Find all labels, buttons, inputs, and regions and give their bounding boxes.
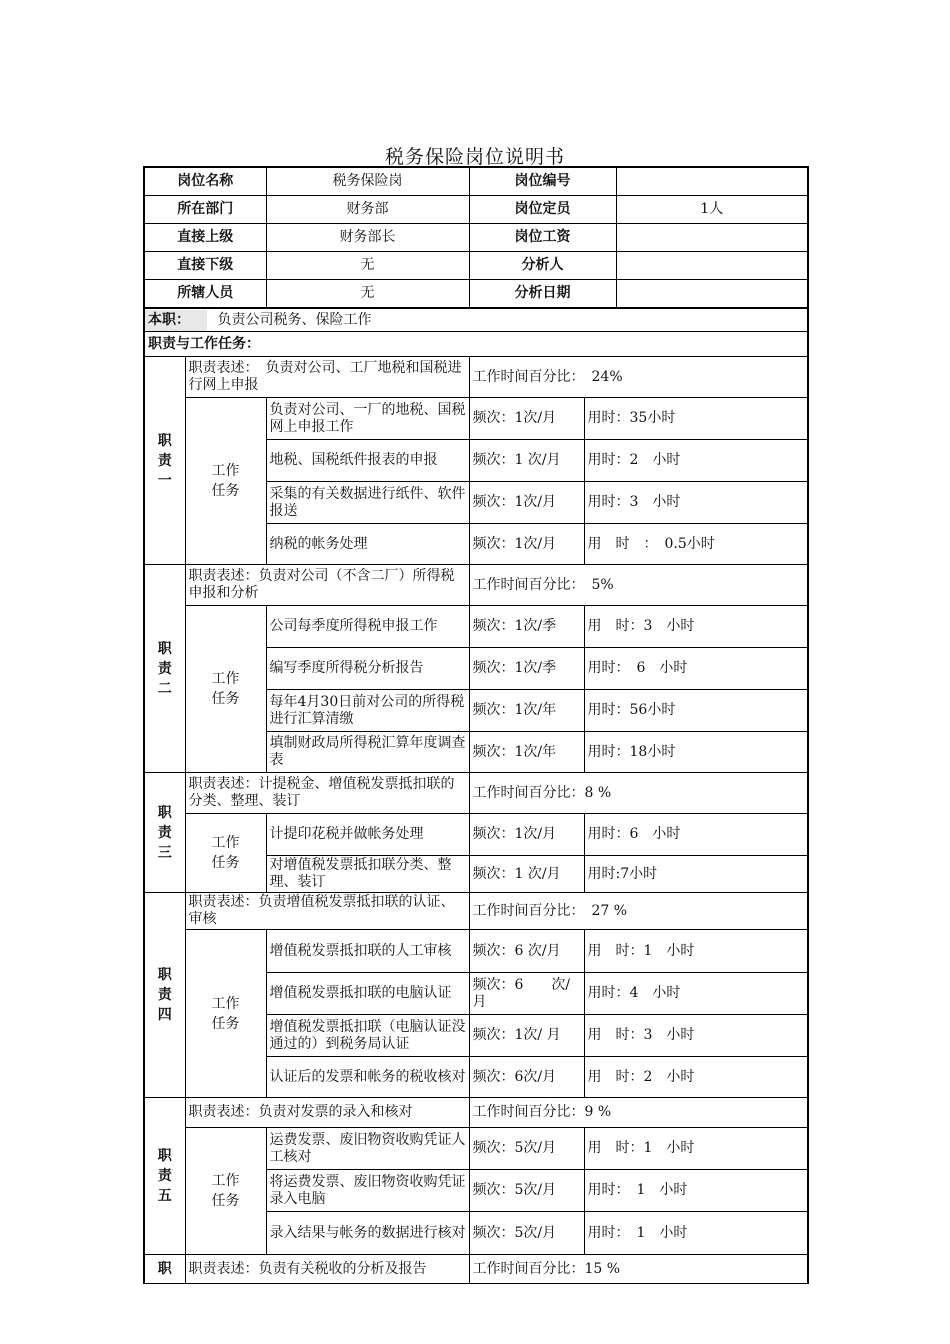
duty-time-percent: 工作时间百分比：8 %: [469, 773, 808, 814]
task-frequency: 频次：1次/月: [469, 398, 584, 440]
task-frequency: 频次：1次/月: [469, 524, 584, 565]
value-department: 财务部: [266, 196, 469, 224]
task-duration: 用时：4 小时: [584, 973, 808, 1015]
duty-desc-row: [144, 565, 808, 606]
duty-time-percent: 工作时间百分比： 27 %: [469, 893, 808, 930]
label-position-number: 岗位编号: [469, 167, 616, 196]
label-subordinate: 直接下级: [144, 252, 266, 280]
value-salary: [616, 224, 808, 252]
task-duration: 用时:7小时: [584, 856, 808, 893]
duty-name: 职 责 四: [144, 893, 185, 1098]
duty-name: 职: [144, 1255, 185, 1284]
work-task-label: 工作 任务: [185, 930, 266, 1098]
task-duration: 用 时：3 小时: [584, 1015, 808, 1057]
duty-description: 职责表述：负责有关税收的分析及报告: [185, 1255, 469, 1284]
task-text: 对增值税发票抵扣联分类、整理、装订: [266, 856, 469, 893]
task-frequency: 频次：1 次/月: [469, 440, 584, 482]
task-duration: 用时：35小时: [584, 398, 808, 440]
task-text: 运费发票、废旧物资收购凭证人工核对: [266, 1128, 469, 1170]
task-duration: 用时： 6 小时: [584, 648, 808, 690]
value-headcount: 1人: [616, 196, 808, 224]
benzhi-row: [144, 308, 808, 332]
duty-time-percent: 工作时间百分比： 24%: [469, 357, 808, 398]
duty-name: 职 责 五: [144, 1098, 185, 1255]
value-staff: 无: [266, 280, 469, 309]
value-analysis-date: [616, 280, 808, 309]
task-frequency: 频次：1次/月: [469, 814, 584, 856]
task-frequency: 频次：1次/年: [469, 690, 584, 732]
work-task-label: 工作 任务: [185, 398, 266, 565]
value-position-number: [616, 167, 808, 196]
task-text: 每年4月30日前对公司的所得税进行汇算清缴: [266, 690, 469, 732]
duty-description: 职责表述：负责增值税发票抵扣联的认证、 审核: [185, 893, 469, 930]
duty-time-percent: 工作时间百分比：15 %: [469, 1255, 808, 1284]
task-duration: 用时： 1 小时: [584, 1212, 808, 1255]
work-task-label: 工作 任务: [185, 606, 266, 773]
task-frequency: 频次：5次/月: [469, 1212, 584, 1255]
task-text: 填制财政局所得税汇算年度调查表: [266, 732, 469, 773]
task-duration: 用时：2 小时: [584, 440, 808, 482]
task-duration: 用时：3 小时: [584, 482, 808, 524]
duty-description: 职责表述：负责对公司（不含二厂）所得税申报和分析: [185, 565, 469, 606]
task-frequency: 频次：1次/ 月: [469, 1015, 584, 1057]
duty-name: 职 责 二: [144, 565, 185, 773]
duty-time-percent: 工作时间百分比： 5%: [469, 565, 808, 606]
label-supervisor: 直接上级: [144, 224, 266, 252]
value-supervisor: 财务部长: [266, 224, 469, 252]
duty-description: 职责表述： 负责对公司、工厂地税和国税进行网上申报: [185, 357, 469, 398]
task-frequency: 频次：1次/季: [469, 606, 584, 648]
task-text: 认证后的发票和帐务的税收核对: [266, 1057, 469, 1098]
header-row: [144, 196, 808, 224]
duty-desc-row: [144, 1098, 808, 1128]
task-text: 将运费发票、废旧物资收购凭证录入电脑: [266, 1170, 469, 1212]
label-headcount: 岗位定员: [469, 196, 616, 224]
task-duration: 用 时：1 小时: [584, 930, 808, 973]
header-row: [144, 280, 808, 309]
work-task-label: 工作 任务: [185, 1128, 266, 1255]
task-text: 增值税发票抵扣联的电脑认证: [266, 973, 469, 1015]
label-analyst: 分析人: [469, 252, 616, 280]
task-duration: 用时：56小时: [584, 690, 808, 732]
task-duration: 用 时：1 小时: [584, 1128, 808, 1170]
duty-desc-row: [144, 1255, 808, 1284]
task-text: 增值税发票抵扣联（电脑认证没通过的）到税务局认证: [266, 1015, 469, 1057]
task-frequency: 频次：6次/月: [469, 1057, 584, 1098]
task-text: 公司每季度所得税申报工作: [266, 606, 469, 648]
task-text: 增值税发票抵扣联的人工审核: [266, 930, 469, 973]
label-position-name: 岗位名称: [144, 167, 266, 196]
task-duration: 用 时：2 小时: [584, 1057, 808, 1098]
task-text: 编写季度所得税分析报告: [266, 648, 469, 690]
task-row: [144, 606, 808, 648]
task-row: [144, 1128, 808, 1170]
job-description-table: [143, 166, 809, 1284]
label-department: 所在部门: [144, 196, 266, 224]
label-analysis-date: 分析日期: [469, 280, 616, 309]
task-duration: 用 时：3 小时: [584, 606, 808, 648]
task-duration: 用 时 ： 0.5小时: [584, 524, 808, 565]
duty-desc-row: [144, 773, 808, 814]
duties-heading-row: [144, 332, 808, 357]
document-title: 税务保险岗位说明书: [384, 146, 565, 168]
value-subordinate: 无: [266, 252, 469, 280]
label-salary: 岗位工资: [469, 224, 616, 252]
task-text: 负责对公司、一厂的地税、国税网上申报工作: [266, 398, 469, 440]
duty-desc-row: [144, 357, 808, 398]
value-analyst: [616, 252, 808, 280]
benzhi-label: 本职：: [145, 310, 207, 331]
duty-description: 职责表述：负责对发票的录入和核对: [185, 1098, 469, 1128]
header-row: [144, 224, 808, 252]
duty-name: 职 责 一: [144, 357, 185, 565]
task-text: 地税、国税纸件报表的申报: [266, 440, 469, 482]
duty-name: 职 责 三: [144, 773, 185, 893]
task-frequency: 频次：1次/月: [469, 482, 584, 524]
task-duration: 用时： 1 小时: [584, 1170, 808, 1212]
header-row: [144, 167, 808, 196]
task-text: 纳税的帐务处理: [266, 524, 469, 565]
duty-time-percent: 工作时间百分比：9 %: [469, 1098, 808, 1128]
label-staff: 所辖人员: [144, 280, 266, 309]
task-duration: 用时：6 小时: [584, 814, 808, 856]
task-duration: 用时：18小时: [584, 732, 808, 773]
header-row: [144, 252, 808, 280]
value-position-name: 税务保险岗: [266, 167, 469, 196]
task-text: 录入结果与帐务的数据进行核对: [266, 1212, 469, 1255]
task-frequency: 频次：5次/月: [469, 1128, 584, 1170]
task-frequency: 频次：5次/月: [469, 1170, 584, 1212]
task-frequency: 频次：1 次/月: [469, 856, 584, 893]
task-frequency: 频次：1次/年: [469, 732, 584, 773]
work-task-label: 工作 任务: [185, 814, 266, 893]
task-frequency: 频次：6 次/月: [469, 973, 584, 1015]
task-frequency: 频次：1次/季: [469, 648, 584, 690]
duty-desc-row: [144, 893, 808, 930]
duties-heading: 职责与工作任务：: [144, 332, 808, 357]
duty-description: 职责表述：计提税金、增值税发票抵扣联的分类、整理、装订: [185, 773, 469, 814]
task-text: 计提印花税并做帐务处理: [266, 814, 469, 856]
task-text: 采集的有关数据进行纸件、软件报送: [266, 482, 469, 524]
task-row: [144, 398, 808, 440]
task-row: [144, 930, 808, 973]
task-frequency: 频次：6 次/月: [469, 930, 584, 973]
task-row: [144, 814, 808, 856]
benzhi-text: 负责公司税务、保险工作: [217, 311, 372, 328]
